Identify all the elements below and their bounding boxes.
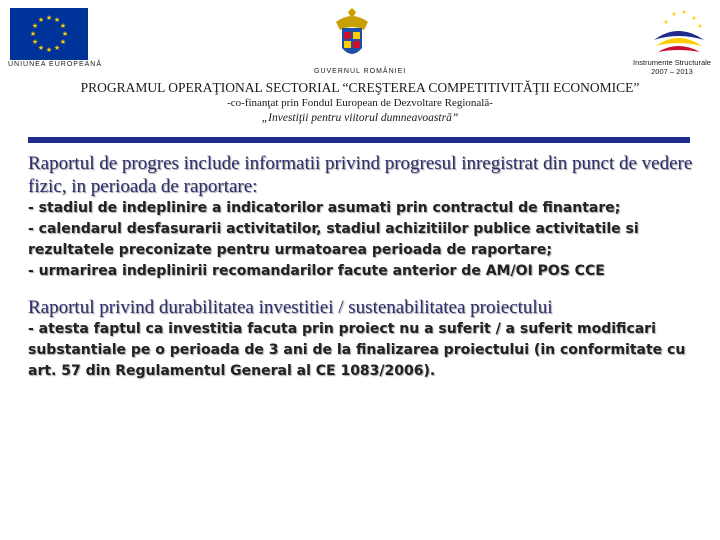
gov-caption: GUVERNUL ROMÂNIEI [314, 68, 407, 75]
bullet-item: - atesta faptul ca investitia facuta prin proiect nu a suferit / a suferit modificari substantiale pe o perioada de 3 ani de la finalizarea proiectului (in conformitate cu art. 57 din Regulamentul General al CE 1083/2006). [28, 321, 686, 379]
svg-text:★: ★ [59, 38, 67, 46]
header-divider [28, 137, 690, 143]
bullet-list [28, 198, 696, 282]
sustainability-report-section [28, 296, 696, 382]
eu-caption: UNIUNEA EUROPEANĂ [8, 61, 103, 68]
svg-text:★: ★ [45, 46, 53, 54]
program-title: PROGRAMUL OPERAŢIONAL SECTORIAL “CREŞTEREA COMPETITIVITĂŢII ECONOMICE” [80, 80, 640, 95]
svg-text:★: ★ [37, 44, 45, 52]
section-heading: Raportul de progres include informatii privind progresul inregistrat din punct de vedere fizic, in perioada de raportare: [28, 153, 693, 197]
slide-content [28, 152, 696, 382]
svg-text:★: ★ [45, 14, 53, 22]
svg-text:★: ★ [671, 12, 677, 18]
structural-instruments-logo [648, 4, 710, 60]
svg-text:★: ★ [61, 30, 69, 38]
motto: „Investiţii pentru viitorul dumneavoastră” [261, 112, 459, 124]
svg-text:★: ★ [663, 20, 669, 26]
progress-report-section [28, 152, 696, 282]
svg-text:★: ★ [31, 38, 39, 46]
cofinancing-note: -co-finanţat prin Fondul European de Dezvoltare Regională- [227, 97, 493, 109]
svg-text:★: ★ [681, 10, 687, 16]
eu-flag-logo [10, 8, 88, 60]
svg-text:★: ★ [59, 22, 67, 30]
svg-text:★: ★ [53, 44, 61, 52]
bullet-item: - calendarul desfasurarii activitatilor, stadiul achizitiilor publice activitatile si rezultatele preconizate pentru urmatoarea perioada de raportare; [28, 221, 639, 258]
svg-text:★: ★ [53, 16, 61, 24]
is-caption-line2: 2007 – 2013 [651, 67, 693, 76]
svg-text:★: ★ [31, 22, 39, 30]
structural-instruments-caption [632, 58, 712, 76]
is-caption-line1: Instrumente Structurale [633, 58, 711, 67]
romania-coat-of-arms-logo [332, 8, 372, 64]
bullet-item: - stadiul de indeplinire a indicatorilor asumati prin contractul de finantare; [28, 200, 621, 216]
svg-text:★: ★ [691, 16, 697, 22]
bullet-item: - urmarirea indeplinirii recomandarilor facute anterior de AM/OI POS CCE [28, 263, 605, 279]
svg-text:★: ★ [697, 24, 703, 30]
section-heading: Raportul privind durabilitatea investitiei / sustenabilitatea proiectului [28, 297, 553, 318]
svg-text:★: ★ [37, 16, 45, 24]
svg-text:★: ★ [29, 30, 37, 38]
bullet-list [28, 319, 696, 382]
